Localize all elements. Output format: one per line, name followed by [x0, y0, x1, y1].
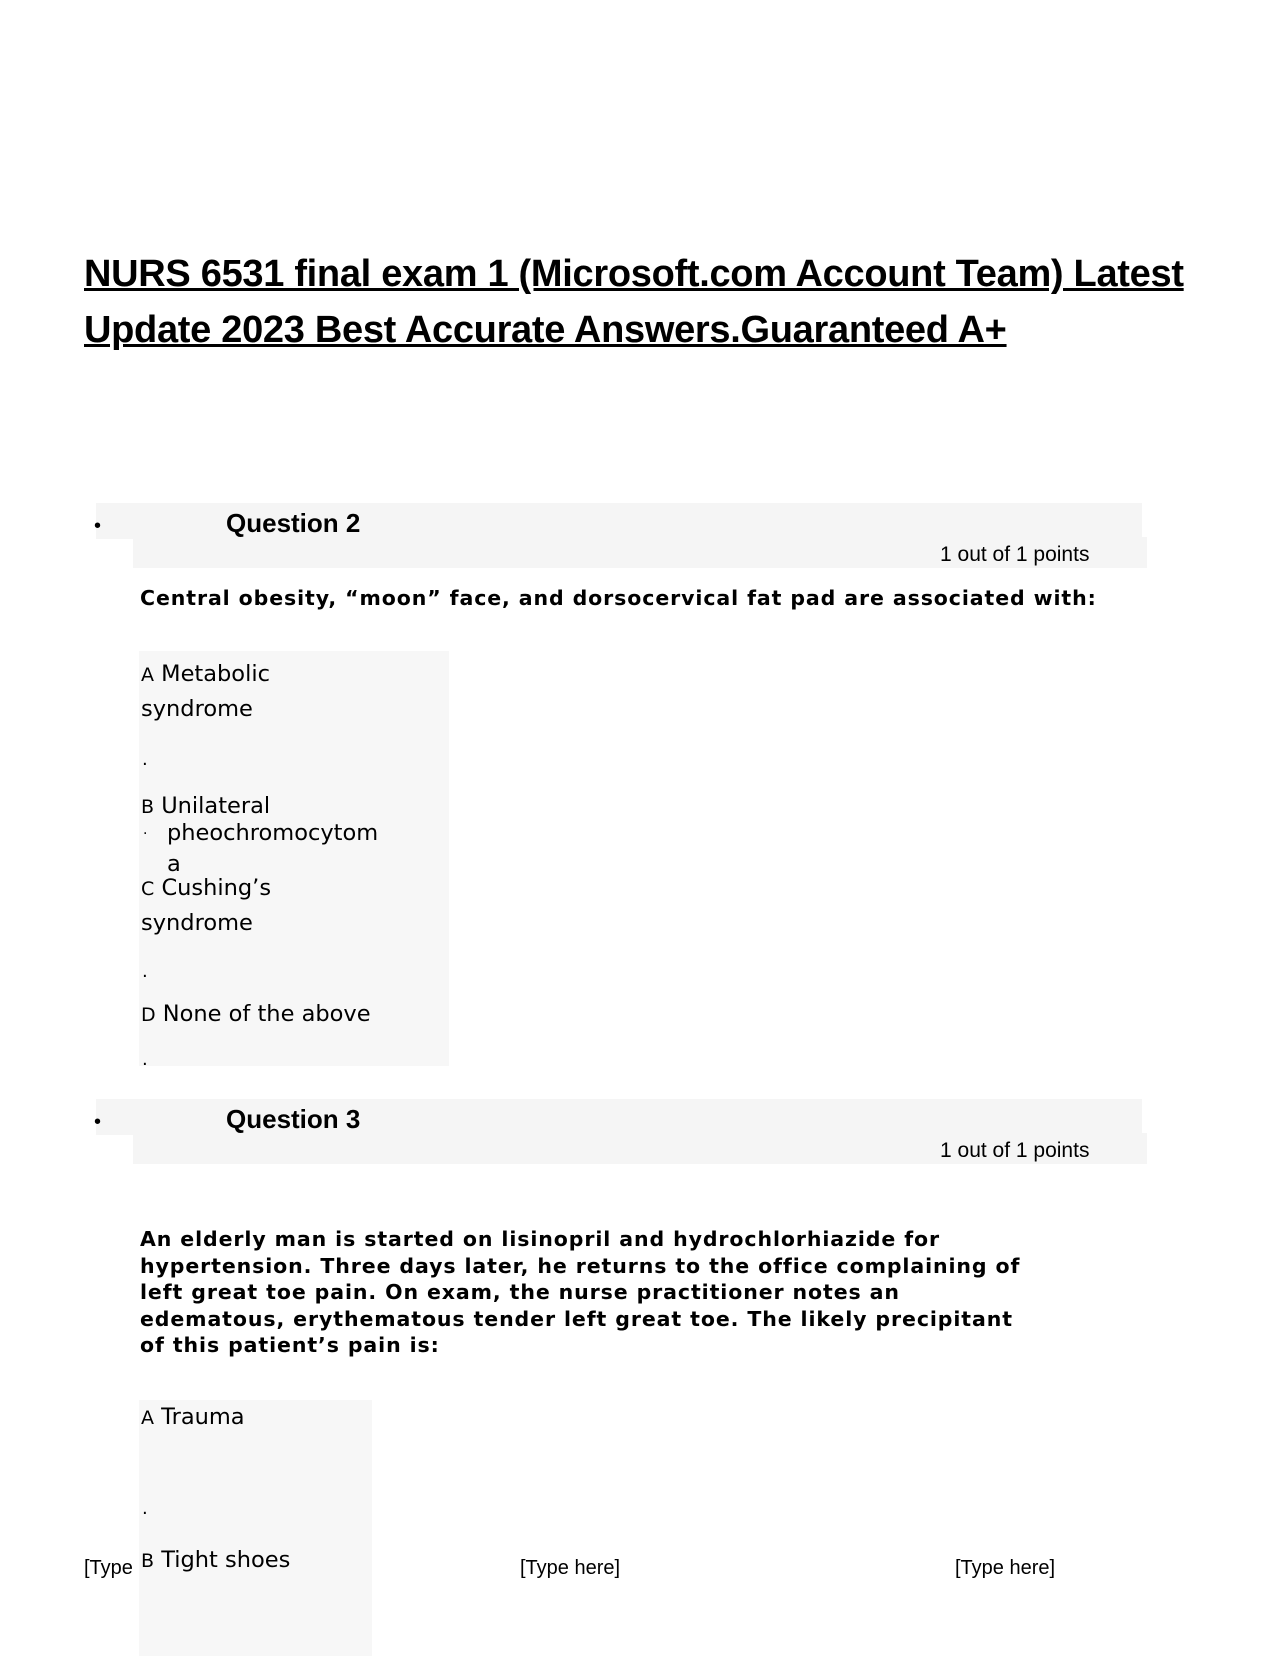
answer-option-a[interactable]	[141, 657, 270, 693]
option-dot: .	[143, 822, 148, 838]
footer-left: [Type	[84, 1557, 133, 1579]
option-label-continuation: pheochromocytom	[167, 820, 379, 846]
points-text: 1 out of 1 points	[940, 1139, 1090, 1162]
question-title: Question 3	[226, 1104, 361, 1134]
option-dot: .	[142, 961, 148, 982]
answer-options	[139, 651, 449, 1066]
question-title: Question 2	[226, 508, 361, 538]
option-dot: .	[142, 749, 148, 770]
option-letter: A	[141, 664, 154, 686]
footer-right: [Type here]	[955, 1557, 1056, 1579]
option-letter: C	[141, 878, 155, 900]
question-text-line: An elderly man is started on lisinopril and hydrochlorhiazide for	[140, 1227, 941, 1251]
option-label: Cushing’s	[161, 875, 272, 901]
option-label-continuation: syndrome	[141, 910, 253, 936]
list-bullet: •	[94, 515, 102, 537]
option-letter: B	[141, 1550, 155, 1572]
answer-options	[139, 1400, 372, 1656]
option-label-continuation: a	[167, 851, 181, 877]
answer-option-b[interactable]	[141, 1543, 290, 1579]
option-label: Unilateral	[161, 793, 271, 819]
option-dot: .	[142, 1049, 148, 1070]
question-text: Central obesity, “moon” face, and dorsocervical fat pad are associated with:	[140, 586, 1097, 610]
option-label-continuation: syndrome	[141, 696, 253, 722]
question-text	[140, 1226, 1020, 1359]
question-text-line: edematous, erythematous tender left great toe. The likely precipitant	[140, 1306, 1013, 1331]
option-label: Tight shoes	[161, 1547, 291, 1573]
question-text-line: hypertension. Three days later, he returns to the office complaining of	[140, 1253, 1021, 1278]
option-letter: D	[141, 1004, 156, 1026]
points-text: 1 out of 1 points	[940, 543, 1090, 566]
question-text-line: left great toe pain. On exam, the nurse practitioner notes an	[140, 1280, 900, 1304]
answer-option-d[interactable]	[141, 997, 371, 1033]
option-label: Trauma	[161, 1404, 245, 1430]
option-letter: A	[141, 1407, 154, 1429]
option-dot: .	[142, 1498, 148, 1519]
answer-option-a[interactable]	[141, 1400, 245, 1436]
answer-option-c[interactable]	[141, 871, 271, 907]
footer-center: [Type here]	[520, 1557, 621, 1579]
document-title: NURS 6531 final exam 1 (Microsoft.com Account Team) Latest Update 2023 Best Accurate Answers.Guaranteed A+	[84, 253, 1184, 351]
option-label: None of the above	[162, 1001, 371, 1027]
question-text-line: of this patient’s pain is:	[140, 1333, 440, 1357]
option-label: Metabolic	[161, 661, 270, 687]
option-letter: B	[141, 796, 155, 818]
list-bullet: •	[94, 1111, 102, 1133]
